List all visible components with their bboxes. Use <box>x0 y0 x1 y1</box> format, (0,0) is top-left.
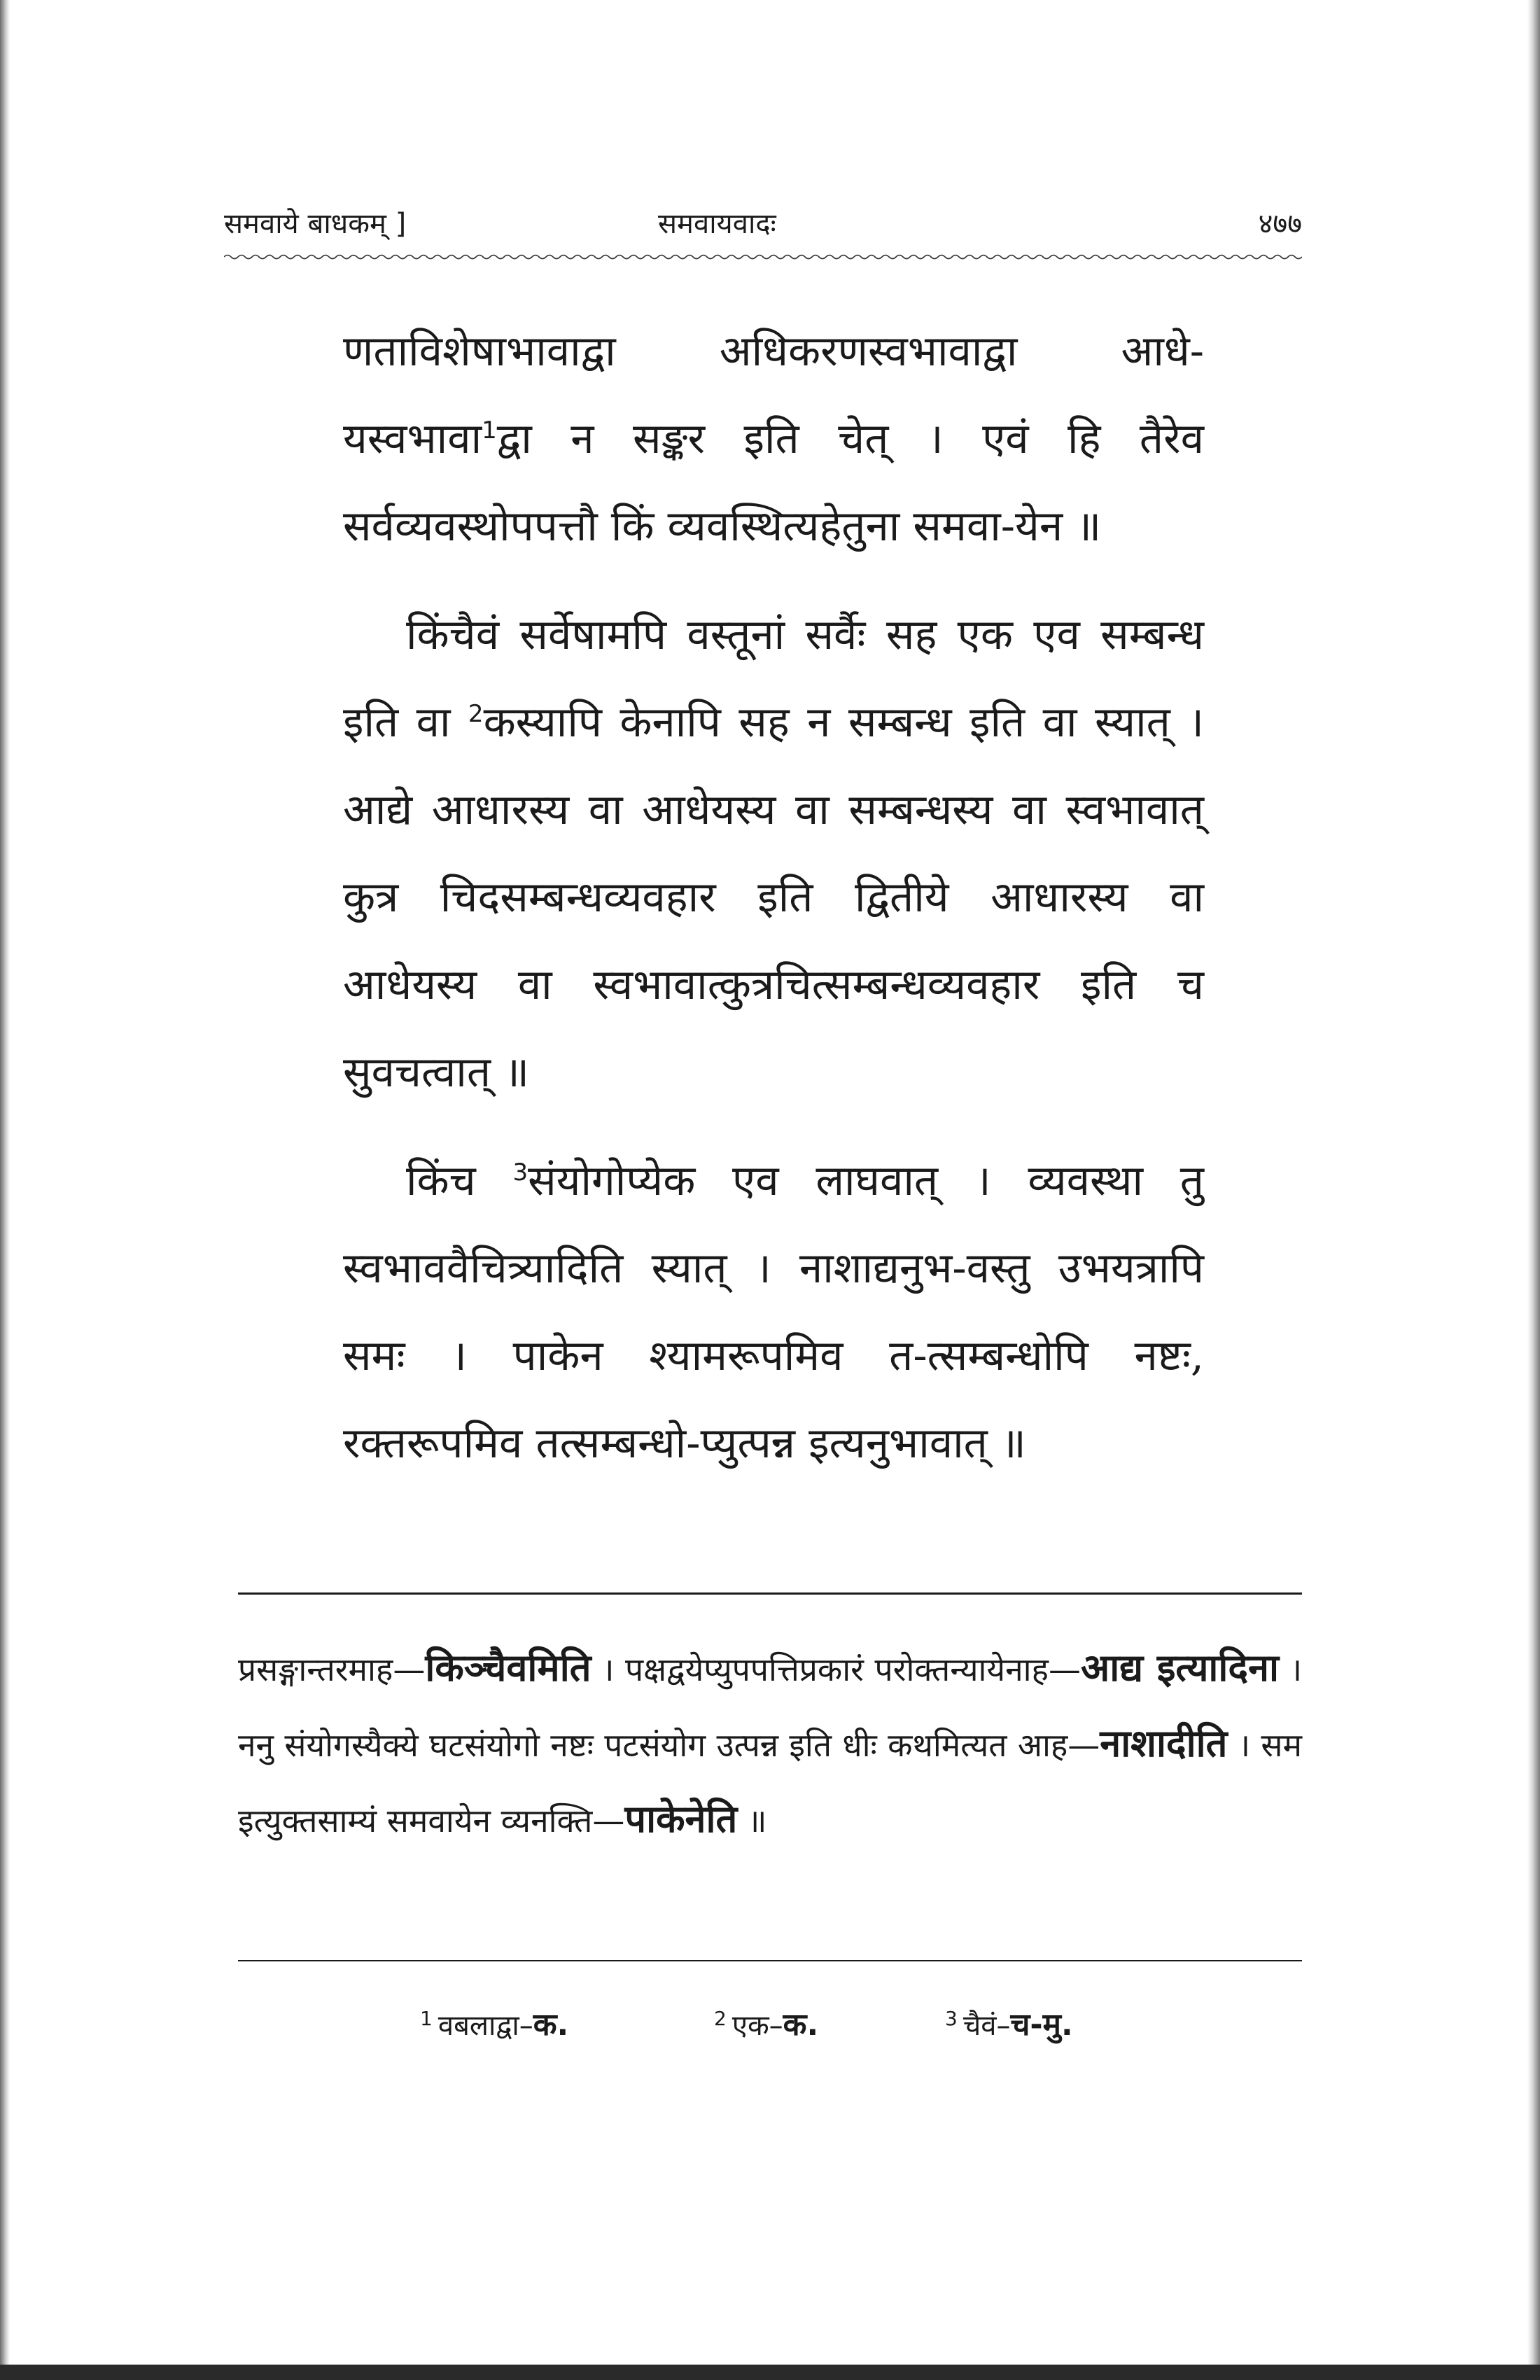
footnote-1 <box>420 2002 568 2044</box>
footnotes-divider <box>238 1960 1302 1961</box>
commentary-text: । पक्षद्वयेप्युपपत्तिप्रकारं परोक्तन्यायेनाह— <box>591 1651 1081 1688</box>
page-number: ४७७ <box>1258 208 1302 240</box>
commentary-lemma: किञ्चैवमिति <box>425 1646 592 1690</box>
page-edge-right <box>1527 0 1540 2380</box>
commentary-divider <box>238 1592 1302 1595</box>
footnote-number: 3 <box>945 2006 958 2030</box>
main-paragraph <box>343 1138 1204 1488</box>
footnotes <box>420 2002 1190 2051</box>
footnote-reading: चैवं– <box>962 2010 1011 2042</box>
commentary-text: ॥ <box>737 1802 767 1840</box>
commentary-text: । ननु संयोगस्यैक्ये घटसंयोगो नष्टः पटसंयोग उत्पन्न इति धीः कथमित्यत आह— <box>238 1651 1302 1764</box>
commentary-paragraph <box>238 1631 1302 1858</box>
footnote-2 <box>714 2002 818 2044</box>
footnote-reading: एक– <box>732 2010 783 2042</box>
commentary-text: । सम इत्युक्तसाम्यं समवायेन व्यनक्ति— <box>238 1726 1302 1840</box>
running-head-title: समवायवादः <box>658 208 776 240</box>
main-text-span: किंचैवं सर्वेषामपि वस्तूनां सर्वैः सह एक एव सम्बन्ध इति वा <box>343 610 1204 747</box>
running-head-wavy-rule <box>224 253 1302 260</box>
footnote-marker: 3 <box>512 1158 528 1186</box>
main-text-span: द्वा न सङ्कर इति चेत् । एवं हि तैरेव सर्वव्यवस्थोपपत्तौ किं व्यवस्थित्यहेतुना समवा-येन ॥ <box>343 414 1204 551</box>
footnote-3 <box>945 2002 1073 2044</box>
commentary-text: प्रसङ्गान्तरमाह— <box>238 1651 426 1688</box>
footnote-marker: 1 <box>482 416 497 444</box>
page-edge-bottom <box>0 2365 1540 2380</box>
footnote-number: 1 <box>420 2006 433 2030</box>
footnote-number: 2 <box>714 2006 727 2030</box>
commentary <box>238 1631 1302 1858</box>
commentary-lemma: पाकेनेति <box>624 1797 738 1841</box>
running-head-section: समवाये बाधकम् ] <box>224 208 407 240</box>
page-edge-left <box>0 0 10 2380</box>
footnote-source: क. <box>533 2007 569 2043</box>
main-text-span: णताविशेषाभावाद्वा अधिकरणस्वभावाद्वा आधे-यस्वभावा <box>343 327 1204 463</box>
main-text-span: कस्यापि केनापि सह न सम्बन्ध इति वा स्यात् । आद्ये आधारस्य वा आधेयस्य वा सम्बन्धस्य वा स्वभावात् कुत्र चिदसम्बन्धव्यवहार इति द्वितीये आधारस्य वा आधेयस्य वा स्वभावात्कुत्रचित्सम्बन्धव्यवहार इति च सुवचत्वात् ॥ <box>343 698 1204 1097</box>
commentary-lemma: आद्य इत्यादिना <box>1080 1646 1280 1690</box>
footnote-reading: वबलाद्वा– <box>438 2010 533 2042</box>
main-text-span: संयोगोप्येक एव लाघवात् । व्यवस्था तु स्वभाववैचित्र्यादिति स्यात् । नाशाद्यनुभ-वस्तु उभयत्रापि समः । पाकेन श्यामरूपमिव त-त्सम्बन्धोपि नष्टः, रक्तरूपमिव तत्सम्बन्धो-प्युत्पन्न इत्यनुभावात् ॥ <box>343 1156 1204 1468</box>
main-text-span: किंच <box>406 1156 476 1205</box>
footnote-source: च-मु. <box>1010 2007 1073 2043</box>
running-head <box>224 203 1302 245</box>
commentary-lemma: नाशादीति <box>1100 1721 1228 1765</box>
footnote-source: क. <box>783 2007 819 2043</box>
main-paragraph <box>343 592 1204 1116</box>
main-paragraph <box>343 308 1204 570</box>
main-text <box>343 308 1204 1488</box>
footnote-marker: 2 <box>468 700 484 728</box>
